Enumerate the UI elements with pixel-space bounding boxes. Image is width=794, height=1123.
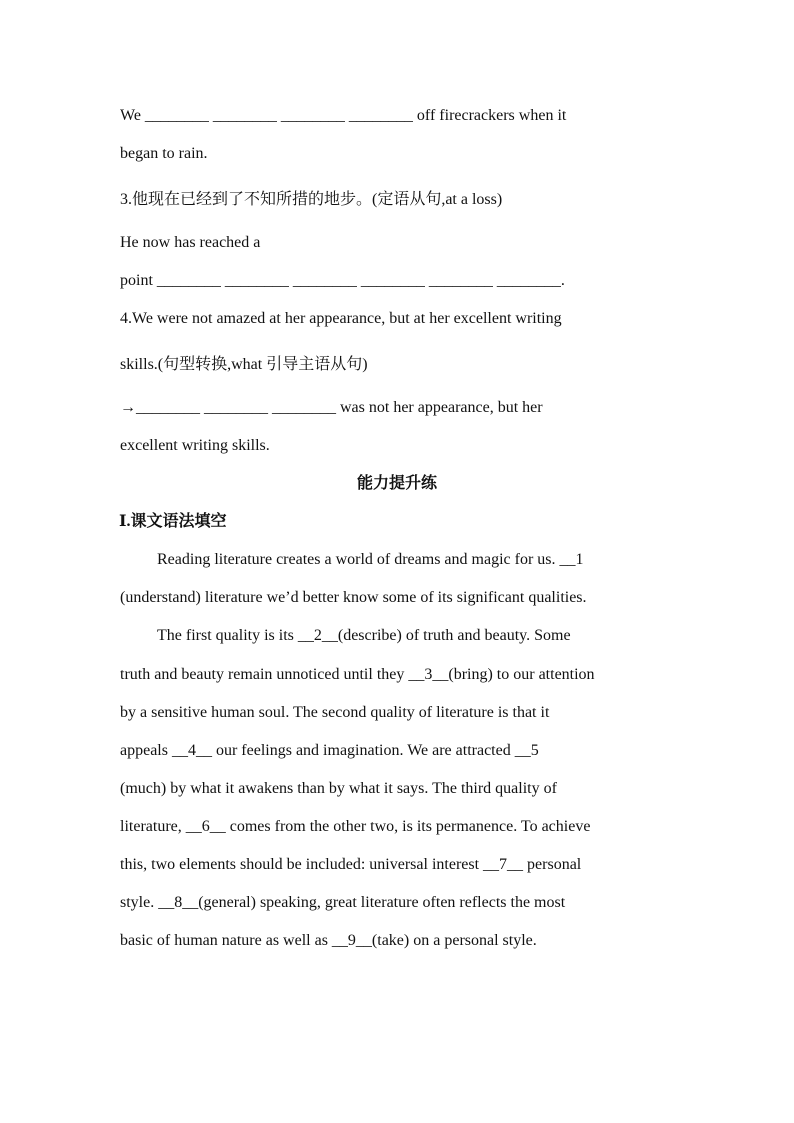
passage-line: literature, __6__ comes from the other two, is its permanence. To achieve xyxy=(120,818,591,835)
section-title: 能力提升练 xyxy=(356,475,437,492)
passage-line: truth and beauty remain unnoticed until they __3__(bring) to our attention xyxy=(120,666,595,683)
exercise-question-3: 3.他现在已经到了不知所措的地步。(定语从句,at a loss) xyxy=(120,191,503,208)
exercise-line: skills.(句型转换,what 引导主语从句) xyxy=(120,356,368,373)
exercise-line: began to rain. xyxy=(120,145,208,162)
passage-line: by a sensitive human soul. The second quality of literature is that it xyxy=(120,704,550,721)
exercise-line: excellent writing skills. xyxy=(120,437,270,454)
passage-line: (understand) literature we’d better know some of its significant qualities. xyxy=(120,589,587,606)
exercise-question-4: 4.We were not amazed at her appearance, but at her excellent writing xyxy=(120,310,562,327)
passage-line: basic of human nature as well as __9__(take) on a personal style. xyxy=(120,932,537,949)
exercise-line: He now has reached a xyxy=(120,234,261,251)
passage-line: appeals __4__ our feelings and imagination. We are attracted __5 xyxy=(120,742,539,759)
exercise-line: We ________ ________ ________ ________ off firecrackers when it xyxy=(120,107,567,124)
passage-line: style. __8__(general) speaking, great literature often reflects the most xyxy=(120,894,566,911)
passage-line: The first quality is its __2__(describe) of truth and beauty. Some xyxy=(157,627,571,644)
subsection-title: Ⅰ.课文语法填空 xyxy=(119,513,227,530)
passage-line: Reading literature creates a world of dreams and magic for us. __1 xyxy=(157,551,584,568)
exercise-line: →________ ________ ________ was not her appearance, but her xyxy=(120,399,543,416)
exercise-line: point ________ ________ ________ ________ ________ ________. xyxy=(120,272,565,289)
passage-line: this, two elements should be included: universal interest __7__ personal xyxy=(120,856,582,873)
passage-line: (much) by what it awakens than by what it says. The third quality of xyxy=(120,780,557,797)
